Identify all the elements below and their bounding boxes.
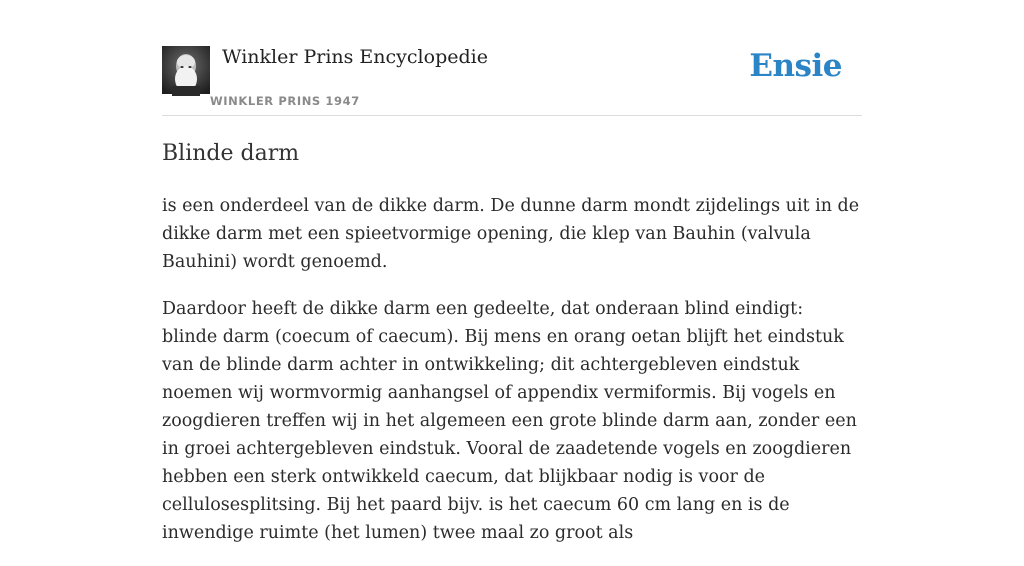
avatar[interactable] — [162, 46, 210, 94]
header-divider — [162, 115, 862, 116]
source-edition: WINKLER PRINS 1947 — [210, 94, 360, 108]
article-body — [162, 192, 862, 566]
paragraph: is een onderdeel van de dikke darm. De dunne darm mondt zijdelings uit in de dikke darm met een spieetvormige opening, die klep van Bauhin (valvula Bauhini) wordt genoemd. — [162, 196, 860, 272]
article-header — [162, 46, 862, 116]
portrait-image — [162, 46, 210, 94]
article-title: Blinde darm — [162, 141, 300, 166]
source-name[interactable]: Winkler Prins Encyclopedie — [222, 46, 488, 68]
paragraph: Daardoor heeft de dikke darm een gedeelte, dat onderaan blind eindigt: blinde darm (coecum of caecum). Bij mens en orang oetan blijft het eindstuk van de blinde darm achter in ontwikkeling; dit achtergebleven eindstuk noemen wij wormvormig aanhangsel of appendix vermiformis. Bij vogels en zoogdieren treffen wij in het algemeen een grote blinde darm aan, zonder een in groei achtergebleven eindstuk. Vooral de zaadetende vogels en zoogdieren hebben een sterk ontwikkeld caecum, dat blijkbaar nodig is voor de cellulosesplitsing. Bij het paard bijv. is het caecum 60 cm lang en is de inwendige ruimte (het lumen) twee maal zo groot als — [162, 299, 857, 543]
brand-logo[interactable]: Ensie — [749, 48, 842, 84]
